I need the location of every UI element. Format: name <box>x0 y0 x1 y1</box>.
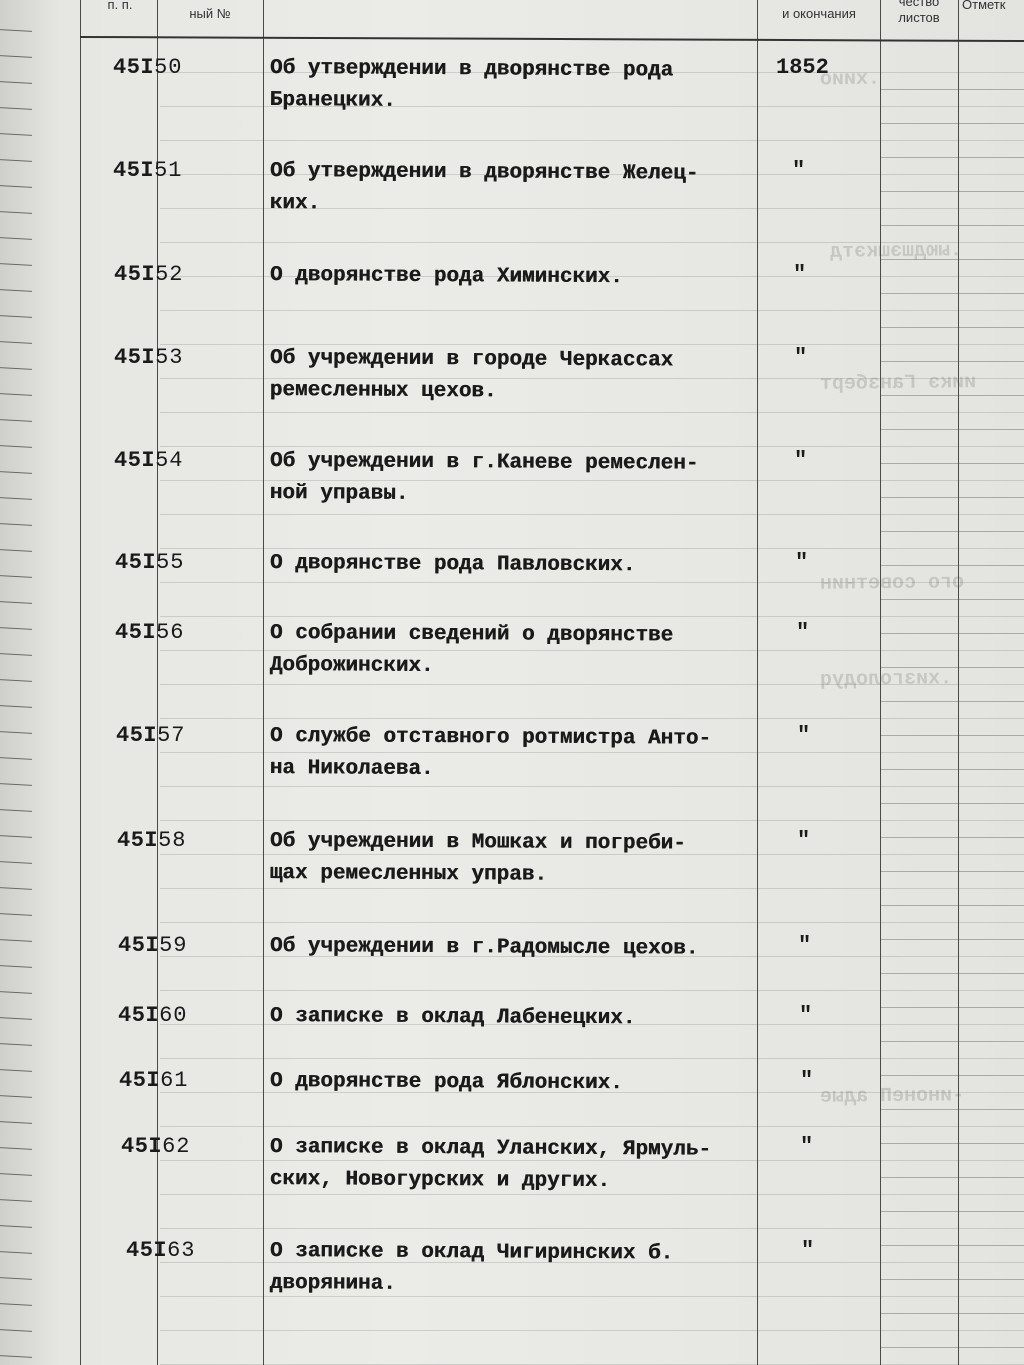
entry-date: " <box>795 550 809 575</box>
ruled-line <box>880 191 1024 192</box>
ruled-line <box>880 1177 1024 1178</box>
bleed-through-text: .ыюдшэшкэтд <box>829 239 963 264</box>
binding-line <box>0 1173 32 1176</box>
ruled-line <box>880 361 1024 362</box>
entry-number: 45I56 <box>115 620 185 645</box>
entry-number: 45I61 <box>119 1068 189 1093</box>
binding-line <box>0 1043 32 1046</box>
ruled-line <box>880 599 1024 600</box>
binding-line <box>0 835 32 838</box>
binding-line <box>0 887 32 890</box>
entry-title: Об утверждении в дворянстве рода Бранецких. <box>269 56 674 113</box>
binding-line <box>0 81 32 84</box>
binding-line <box>0 627 32 630</box>
entry-date: " <box>800 1134 814 1159</box>
binding-line <box>0 1225 32 1228</box>
binding-line <box>0 861 32 864</box>
binding-line <box>0 1329 32 1332</box>
entry-number: 45I63 <box>126 1238 196 1263</box>
binding-line <box>0 185 32 188</box>
entry-title: О записке в оклад Лабенецких. <box>269 1004 636 1031</box>
binding-line <box>0 1199 32 1202</box>
binding-line <box>0 211 32 214</box>
entry-date: " <box>793 262 807 287</box>
binding-line <box>0 601 32 604</box>
ruled-line <box>880 701 1024 702</box>
binding-line <box>0 263 32 266</box>
binding-line <box>0 159 32 162</box>
entry-number: 45I50 <box>113 55 183 80</box>
ruled-line <box>880 633 1024 634</box>
binding-line <box>0 55 32 58</box>
entry-date: " <box>797 723 811 748</box>
ruled-line <box>160 412 1024 413</box>
entry-number: 45I62 <box>121 1134 191 1159</box>
entry-number: 45I57 <box>116 723 186 748</box>
entry-number: 45I54 <box>114 448 184 473</box>
binding-line <box>0 757 32 760</box>
bleed-through-text: .хизголодуq <box>819 667 953 692</box>
ruled-line <box>880 769 1024 770</box>
binding-line <box>0 523 32 526</box>
entry-date: " <box>799 1003 813 1028</box>
binding-line <box>0 705 32 708</box>
binding-line <box>0 1355 32 1358</box>
binding-line <box>0 991 32 994</box>
entry-date: " <box>801 1238 815 1263</box>
ruled-line <box>160 514 1024 515</box>
binding-line <box>0 783 32 786</box>
binding-line <box>0 289 32 292</box>
entry-date: " <box>800 1068 814 1093</box>
ruled-line <box>880 123 1024 124</box>
binding-line <box>0 653 32 656</box>
ruled-line <box>880 1007 1024 1008</box>
binding-line <box>0 341 32 344</box>
header-col-inventory: ный № <box>189 6 231 21</box>
entry-title: Об учреждении в г.Радомысле цехов. <box>269 934 699 961</box>
entry-date: " <box>797 828 811 853</box>
entry-date: " <box>794 345 808 370</box>
binding-line <box>0 471 32 474</box>
ruled-line <box>880 1143 1024 1144</box>
entry-date: " <box>798 933 812 958</box>
ruled-line <box>880 463 1024 464</box>
ruled-line <box>880 803 1024 804</box>
ruled-line <box>880 837 1024 838</box>
entry-number: 45I60 <box>118 1003 188 1028</box>
ruled-line <box>880 1041 1024 1042</box>
binding-line <box>0 107 32 110</box>
bleed-through-text: ого советнин <box>819 571 965 596</box>
entry-title: О записке в оклад Чигиринских б. дворянина. <box>269 1239 674 1296</box>
binding-line <box>0 1277 32 1280</box>
entry-number: 45I59 <box>118 933 188 958</box>
entry-title: О собрании сведений о дворянстве Доброжинских. <box>269 621 674 678</box>
ruled-line <box>880 1211 1024 1212</box>
ruled-line <box>160 1228 1024 1229</box>
ruled-line <box>880 497 1024 498</box>
bleed-through-text: .хиио <box>819 67 881 92</box>
binding-line <box>0 367 32 370</box>
entry-number: 45I58 <box>117 828 187 853</box>
entry-title: Об утверждении в дворянстве Желец- ких. <box>269 159 699 216</box>
ruled-line <box>880 1347 1024 1348</box>
ruled-line <box>160 1126 1024 1127</box>
entry-number: 45I52 <box>114 262 184 287</box>
binding-line <box>0 1303 32 1306</box>
binding-line <box>0 809 32 812</box>
entry-date: " <box>792 158 806 183</box>
header-col-dates: и окончания <box>782 6 856 21</box>
binding-line <box>0 575 32 578</box>
binding-line <box>0 1017 32 1020</box>
bleed-through-text: -инонеП адые <box>819 1084 965 1109</box>
ledger-binding-lines <box>0 0 40 1365</box>
binding-line <box>0 1121 32 1124</box>
ruled-line <box>880 327 1024 328</box>
bleed-through-text: иикэ Ганзберт <box>819 371 977 396</box>
entry-number: 45I53 <box>114 345 184 370</box>
ruled-line <box>880 157 1024 158</box>
ruled-line <box>160 990 1024 991</box>
ruled-line <box>880 905 1024 906</box>
ruled-line <box>880 225 1024 226</box>
ruled-line <box>880 1313 1024 1314</box>
column-rule <box>157 0 158 1365</box>
ruled-line <box>880 939 1024 940</box>
binding-line <box>0 393 32 396</box>
binding-line <box>0 1069 32 1072</box>
entry-date: 1852 <box>776 55 829 80</box>
binding-line <box>0 1147 32 1150</box>
binding-line <box>0 1095 32 1098</box>
header-col-number: п. п. <box>107 0 133 12</box>
entry-title: Об учреждении в городе Черкассах ремесленных цехов. <box>269 346 674 404</box>
binding-line <box>0 29 32 32</box>
binding-line <box>0 549 32 552</box>
entry-title: О дворянстве рода Павловских. <box>269 551 636 578</box>
ruled-line <box>160 616 1024 617</box>
entry-title: О записке в оклад Уланских, Ярмуль- ских, Новогурских и других. <box>269 1135 712 1194</box>
ruled-line <box>160 922 1024 923</box>
binding-line <box>0 679 32 682</box>
ruled-line <box>160 1330 1024 1331</box>
column-rule <box>80 0 81 1365</box>
ruled-line <box>880 1075 1024 1076</box>
binding-line <box>0 965 32 968</box>
ruled-line <box>160 140 1024 141</box>
binding-line <box>0 133 32 136</box>
binding-line <box>0 419 32 422</box>
entry-number: 45I55 <box>115 550 185 575</box>
ruled-line <box>160 1058 1024 1059</box>
ruled-line <box>880 89 1024 90</box>
ruled-line <box>160 718 1024 719</box>
binding-line <box>0 315 32 318</box>
ruled-line <box>880 293 1024 294</box>
ruled-line <box>880 1279 1024 1280</box>
ruled-line <box>880 531 1024 532</box>
entry-title: Об учреждении в г.Каневе ремеслен- ной управы. <box>269 449 699 506</box>
binding-line <box>0 913 32 916</box>
binding-line <box>0 497 32 500</box>
binding-line <box>0 1251 32 1254</box>
entry-title: О дворянстве рода Химинских. <box>269 263 623 290</box>
entry-date: " <box>796 620 810 645</box>
ruled-line <box>880 1109 1024 1110</box>
header-col-sheets: чество листов <box>898 0 940 25</box>
entry-title: Об учреждении в Мошках и погреби- щах ремесленных управ. <box>269 829 686 887</box>
header-col-notes: Отметк <box>962 0 1006 12</box>
binding-line <box>0 237 32 240</box>
ruled-line <box>880 565 1024 566</box>
ruled-line <box>880 429 1024 430</box>
ruled-line <box>160 820 1024 821</box>
ruled-line <box>880 871 1024 872</box>
ruled-line <box>880 395 1024 396</box>
ruled-line <box>880 735 1024 736</box>
entry-title: О службе отставного ротмистра Анто- на Николаева. <box>269 724 712 781</box>
binding-line <box>0 445 32 448</box>
ruled-line <box>160 310 1024 311</box>
ruled-line <box>880 1245 1024 1246</box>
binding-line <box>0 939 32 942</box>
entry-number: 45I51 <box>113 158 183 183</box>
ruled-line <box>880 973 1024 974</box>
entry-date: " <box>794 448 808 473</box>
entry-title: О дворянстве рода Яблонских. <box>269 1069 623 1096</box>
binding-line <box>0 731 32 734</box>
